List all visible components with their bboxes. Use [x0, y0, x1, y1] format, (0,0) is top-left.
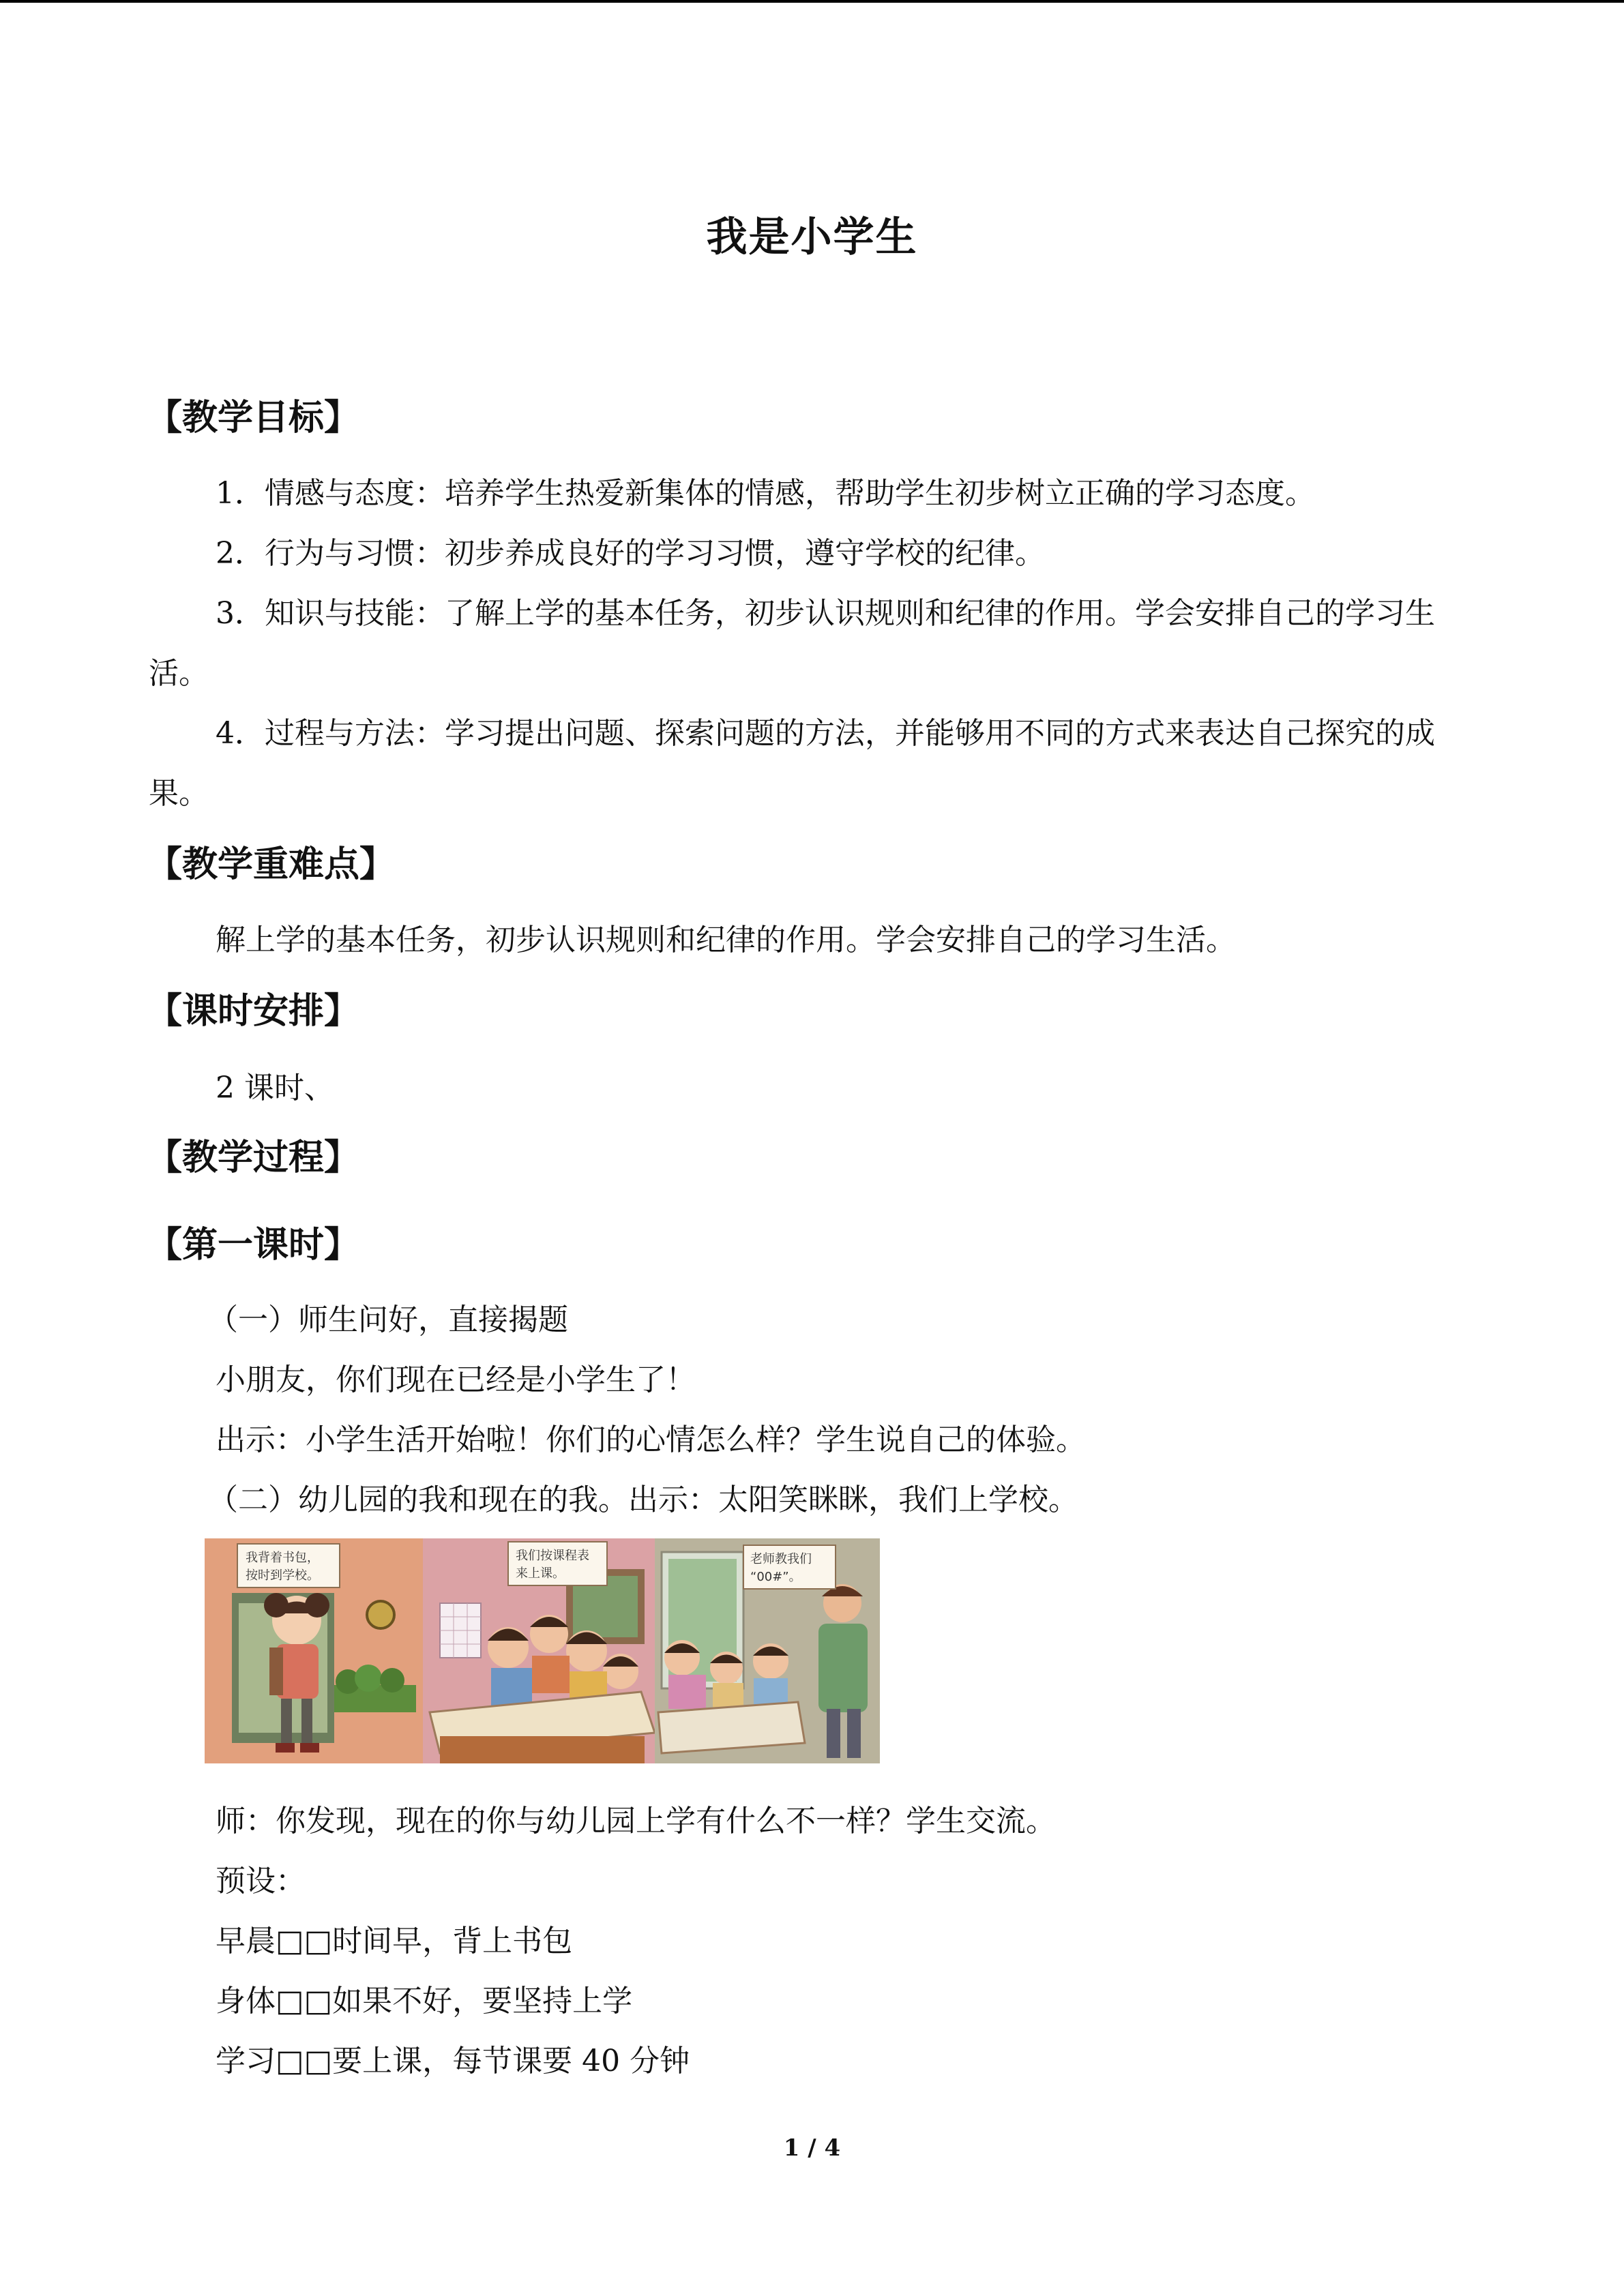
lesson-line: 早晨□□时间早，背上书包 [216, 1924, 573, 1958]
page-top-border [0, 0, 1624, 3]
lesson-line: 学习□□要上课，每节课要 40 分钟 [216, 2044, 690, 2078]
illustration-panel-classroom [423, 1538, 655, 1763]
svg-text:我背着书包，: 我背着书包， [246, 1551, 319, 1565]
svg-text:来上课。: 来上课。 [516, 1566, 565, 1581]
key-points-text: 解上学的基本任务，初步认识规则和纪律的作用。学会安排自己的学习生活。 [216, 923, 1236, 957]
objective-item: 1．情感与态度：培养学生热爱新集体的情感，帮助学生初步树立正确的学习态度。 [216, 476, 1315, 511]
page-number: 1 / 4 [783, 2134, 841, 2162]
heading-lesson1: 【第一课时】 [147, 1225, 360, 1266]
heading-schedule: 【课时安排】 [147, 991, 360, 1032]
objective-item: 4．过程与方法：学习提出问题、探索问题的方法，并能够用不同的方式来表达自己探究的成果。 [149, 716, 1435, 811]
svg-text:按时到学校。: 按时到学校。 [246, 1568, 319, 1583]
lesson-line: 预设： [216, 1864, 306, 1898]
svg-text:我们按课程表: 我们按课程表 [516, 1549, 589, 1563]
objective-item: 2．行为与习惯：初步养成良好的学习习惯，遵守学校的纪律。 [216, 536, 1045, 571]
lesson-line: （二）幼儿园的我和现在的我。出示：太阳笑眯眯，我们上学校。 [208, 1482, 1078, 1517]
heading-key-points: 【教学重难点】 [147, 844, 396, 885]
lesson-line: 身体□□如果不好，要坚持上学 [216, 1984, 633, 2018]
lesson-line: （一）师生问好，直接揭题 [208, 1302, 568, 1337]
lesson-line: 小朋友，你们现在已经是小学生了！ [216, 1362, 696, 1397]
heading-process: 【教学过程】 [147, 1137, 360, 1178]
svg-text:老师教我们: 老师教我们 [750, 1552, 812, 1566]
lesson-line: 出示：小学生活开始啦！你们的心情怎么样？学生说自己的体验。 [216, 1422, 1086, 1457]
svg-text:“00#”。: “00#”。 [750, 1570, 801, 1584]
schedule-text: 2 课时、 [216, 1071, 334, 1105]
classroom-illustration [205, 1538, 880, 1763]
objective-item: 3．知识与技能：了解上学的基本任务，初步认识规则和纪律的作用。学会安排自己的学习生活。 [149, 596, 1435, 691]
illustration-panel-teacher [655, 1538, 880, 1763]
lesson-line: 师：你发现，现在的你与幼儿园上学有什么不一样？学生交流。 [216, 1804, 1056, 1838]
page-title: 我是小学生 [706, 213, 918, 261]
illustration-panel-girl [205, 1538, 423, 1763]
heading-objectives: 【教学目标】 [147, 398, 360, 438]
